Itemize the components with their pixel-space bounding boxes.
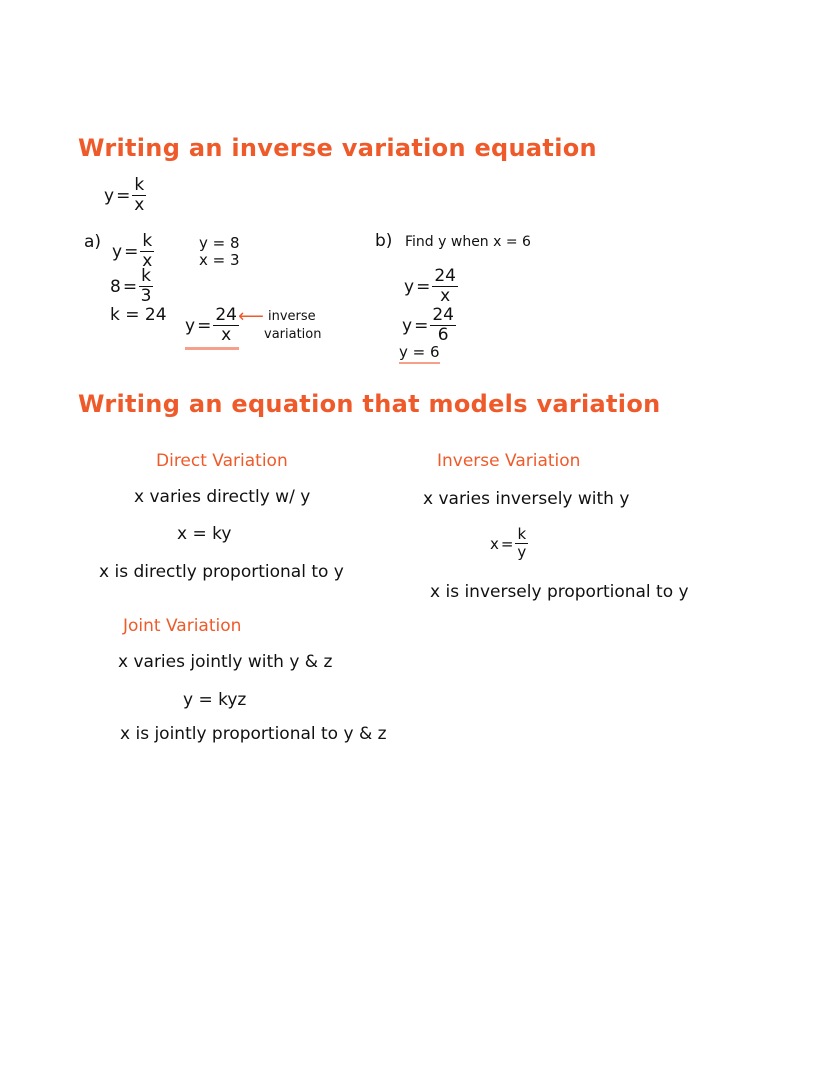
- direct-variation-heading: Direct Variation: [156, 451, 288, 471]
- numerator: 24: [432, 305, 454, 325]
- denominator: x: [134, 195, 145, 215]
- part-b-step1: [404, 268, 458, 305]
- eq-lhs: y: [104, 185, 115, 206]
- eq-lhs: y: [112, 241, 123, 262]
- given-y: y = 8: [199, 234, 240, 252]
- fraction: [132, 177, 146, 214]
- arrow-left-icon: ⟵: [238, 306, 264, 327]
- numerator: 24: [215, 305, 237, 325]
- part-a-step1: [112, 233, 154, 270]
- numerator: k: [141, 266, 151, 286]
- denominator: y: [517, 543, 527, 561]
- inverse-line3: x is inversely proportional to y: [430, 582, 689, 602]
- inverse-variation-heading: Inverse Variation: [437, 451, 581, 471]
- equals-sign: =: [416, 276, 431, 297]
- fraction: [213, 307, 239, 344]
- equals-sign: =: [500, 534, 514, 553]
- numerator: 24: [434, 266, 456, 286]
- equals-sign: =: [197, 315, 212, 336]
- equals-sign: =: [124, 241, 139, 262]
- general-form-equation: [104, 177, 146, 214]
- denominator: x: [142, 251, 153, 271]
- part-b-prompt: Find y when x = 6: [405, 234, 531, 250]
- annotation-variation: variation: [264, 327, 322, 342]
- section-title-models-variation: Writing an equation that models variation: [78, 390, 661, 418]
- section-title-inverse-equation: Writing an inverse variation equation: [78, 134, 597, 162]
- equals-sign: =: [122, 276, 138, 297]
- eq-lhs: y: [404, 276, 415, 297]
- eq-lhs: x: [490, 534, 499, 553]
- given-x: x = 3: [199, 251, 240, 269]
- eq-lhs: y: [402, 315, 413, 336]
- joint-line3: x is jointly proportional to y & z: [120, 724, 387, 744]
- denominator: 3: [140, 286, 152, 306]
- denominator: 6: [437, 325, 449, 345]
- joint-variation-heading: Joint Variation: [123, 616, 242, 636]
- numerator: k: [142, 231, 153, 251]
- joint-formula: y = kyz: [183, 690, 247, 710]
- equals-sign: =: [414, 315, 429, 336]
- direct-line3: x is directly proportional to y: [99, 562, 344, 582]
- part-a-result: [185, 307, 239, 350]
- denominator: x: [440, 286, 451, 306]
- direct-formula: x = ky: [177, 524, 232, 544]
- numerator: k: [517, 525, 527, 543]
- fraction: [139, 268, 153, 305]
- fraction: [515, 527, 528, 560]
- denominator: x: [221, 325, 232, 345]
- part-b-answer: y = 6: [399, 343, 440, 364]
- eq-lhs: 8: [110, 276, 121, 297]
- part-b-step2: [402, 307, 456, 344]
- inverse-formula: [490, 527, 528, 560]
- direct-line1: x varies directly w/ y: [134, 487, 311, 507]
- inverse-line1: x varies inversely with y: [423, 489, 630, 509]
- numerator: k: [134, 175, 145, 195]
- fraction: [140, 233, 154, 270]
- joint-line1: x varies jointly with y & z: [118, 652, 333, 672]
- equals-sign: =: [116, 185, 131, 206]
- fraction: [432, 268, 458, 305]
- part-a-step3: k = 24: [110, 305, 167, 325]
- eq-lhs: y: [185, 315, 196, 336]
- part-a-step2: [110, 268, 153, 305]
- annotation-inverse: inverse: [268, 309, 316, 324]
- fraction: [430, 307, 456, 344]
- part-b-label: b): [375, 231, 393, 251]
- part-a-label: a): [84, 232, 102, 252]
